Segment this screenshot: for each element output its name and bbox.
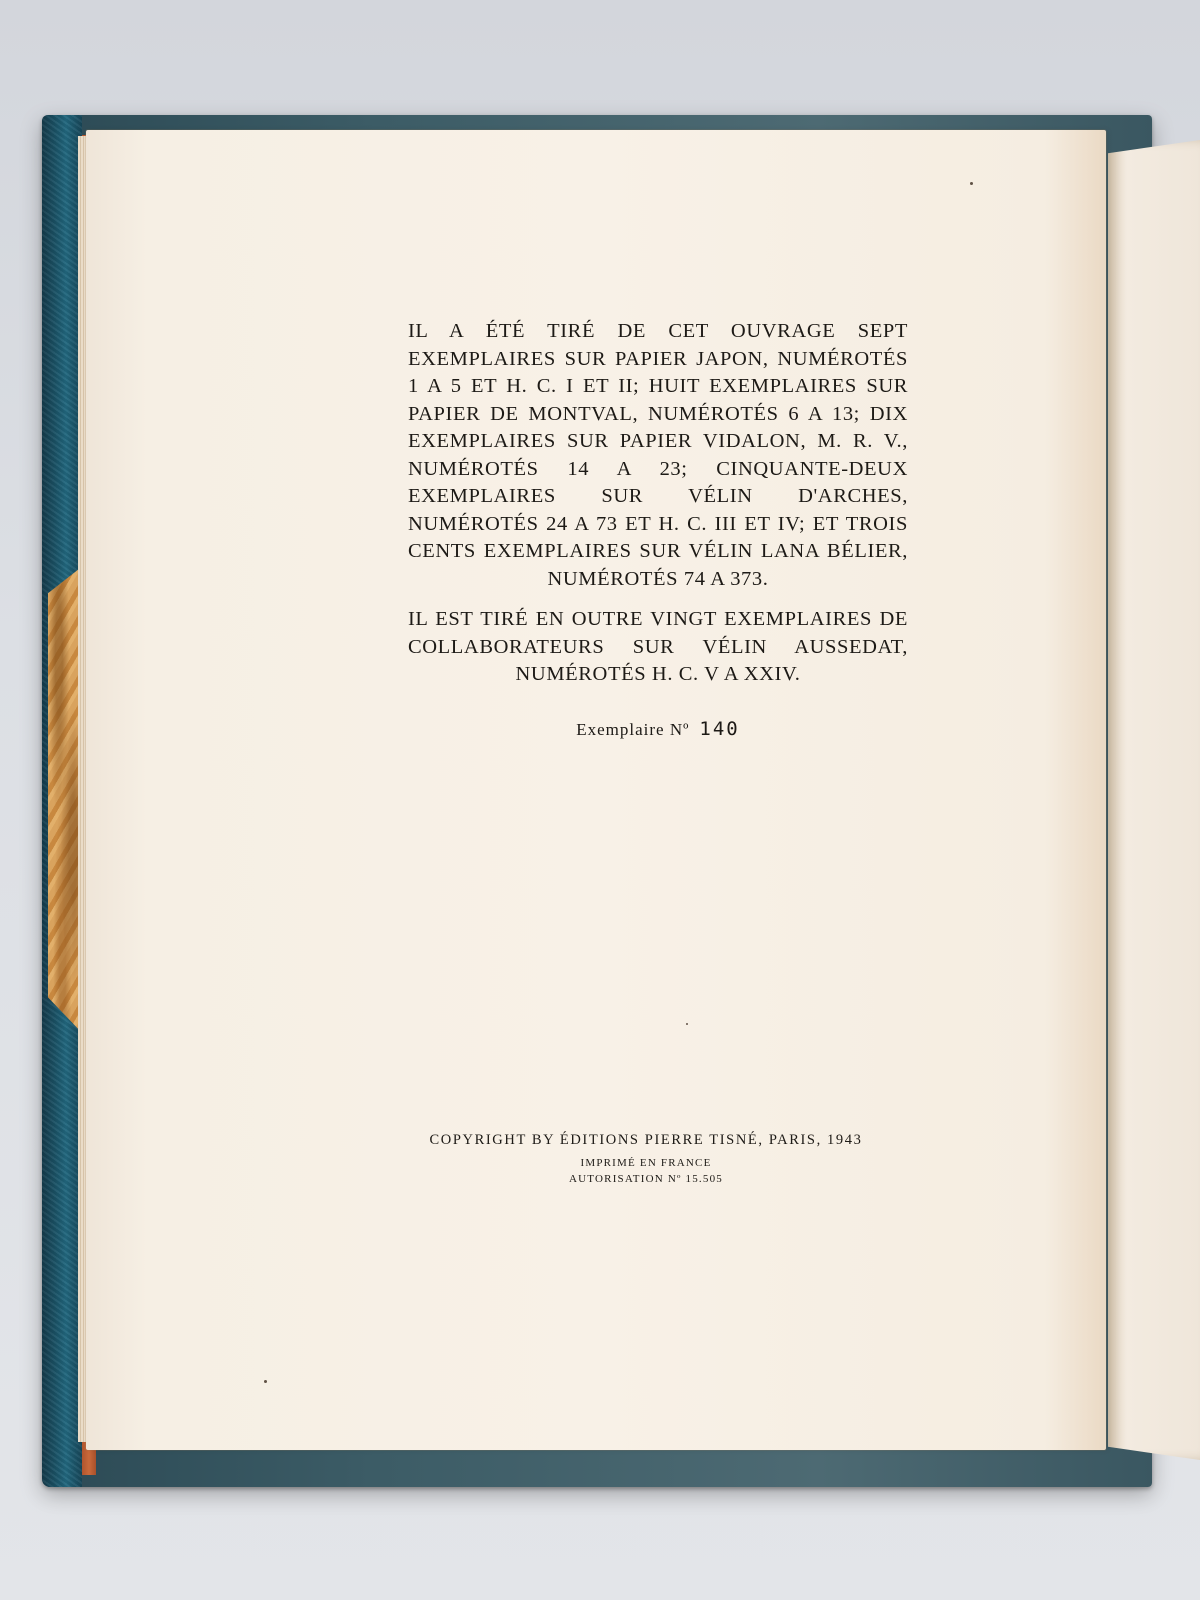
paper-speck	[264, 1380, 267, 1383]
limitation-paragraph-1: IL A ÉTÉ TIRÉ DE CET OUVRAGE SEPT EXEMPLAIRES SUR PAPIER JAPON, NUMÉROTÉS 1 A 5 ET H. C. I ET II; HUIT EXEMPLAIRES SUR PAPIER DE MONTVAL, NUMÉROTÉS 6 A 13; DIX EXEMPLAIRES SUR PAPIER VIDALON, M. R. V., NUMÉROTÉS 14 A 23; CINQUANTE-DEUX EXEMPLAIRES SUR VÉLIN D'ARCHES, NUMÉROTÉS 24 A 73 ET H. C. III ET IV; ET TROIS CENTS EXEMPLAIRES SUR VÉLIN LANA BÉLIER, NUMÉROTÉS 74 A 373.	[408, 320, 908, 590]
limitation-statement	[408, 318, 908, 689]
exemplaire-label: Exemplaire Nº	[576, 720, 690, 739]
imprint-block	[376, 1132, 916, 1187]
paper-speck	[686, 1023, 688, 1025]
printed-in-line: IMPRIMÉ EN FRANCE	[580, 1157, 712, 1169]
limitation-paragraph-2: IL EST TIRÉ EN OUTRE VINGT EXEMPLAIRES DE COLLABORATEURS SUR VÉLIN AUSSEDAT, NUMÉROTÉS H. C. V A XXIV.	[408, 608, 908, 685]
paper-speck	[970, 182, 973, 185]
facing-page-edge	[1108, 140, 1200, 1460]
exemplaire-number: 140	[699, 718, 740, 740]
colophon-page	[86, 130, 1106, 1450]
authorisation-line: AUTORISATION Nº 15.505	[569, 1173, 723, 1185]
copyright-line: COPYRIGHT BY ÉDITIONS PIERRE TISNÉ, PARIS, 1943	[429, 1132, 863, 1148]
copy-number-line	[408, 718, 908, 740]
